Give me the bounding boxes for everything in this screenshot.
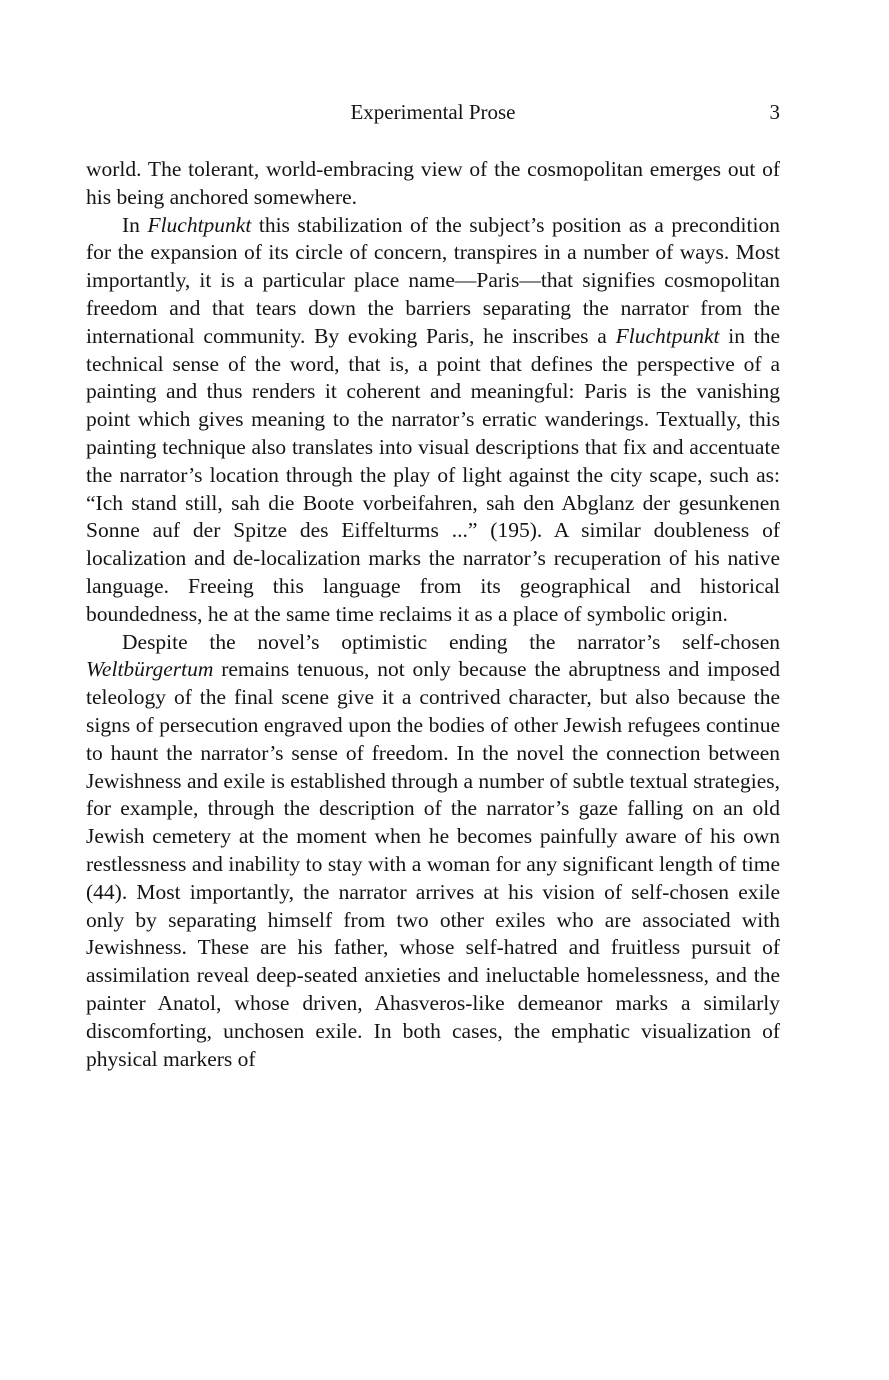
paragraph-text: remains tenuous, not only because the abruptness and imposed teleology of the final scene give it a contrived character, but also because the signs of persecution engraved upon the bodies of other Jewish refugees continue to haunt the narrator’s sense of freedom. In the novel the connection between Jewishness and exile is established through a number of subtle textual strategies, for example, through the description of the narrator’s gaze falling on an old Jewish cemetery at the moment when he becomes painfully aware of his own restlessness and inability to stay with a woman for any significant length of time (44). Most importantly, the narrator arrives at his vision of self-chosen exile only by separating himself from two other exiles who are associated with Jewishness. These are his father, whose self-hatred and fruitless pursuit of assimilation reveal deep-seated anxieties and ineluctable homelessness, and the painter Anatol, whose driven, Ahasveros-like demeanor marks a similarly discomforting, unchosen exile. In both cases, the emphatic visualization of physical markers of (86, 657, 780, 1071)
running-title: Experimental Prose (350, 100, 516, 124)
italic-title: Fluchtpunkt (615, 323, 720, 348)
paragraph (86, 212, 780, 629)
paragraph (86, 156, 780, 212)
body-text (86, 156, 780, 1073)
italic-term: Weltbürgertum (86, 657, 214, 682)
paragraph-text: world. The tolerant, world-embracing view of the cosmopolitan emerges out of his being anchored somewhere. (86, 157, 780, 209)
paragraph-text: in the technical sense of the word, that is, a point that defines the perspective of a painting and thus renders it coherent and meaningful: Paris is the vanishing point which gives meaning to the narrator’s erratic wanderings. Textually, this painting technique also translates into visual descriptions that fix and accentuate the narrator’s location through the play of light against the city scape, such as: “Ich stand still, sah die Boote vorbeifahren, sah den Abglanz der gesunkenen Sonne auf der Spitze des Eiffelturms ...” (195). A similar doubleness of localization and de-localization marks the narrator’s recuperation of his native language. Freeing this language from its geographical and historical boundedness, he at the same time reclaims it as a place of symbolic origin. (86, 323, 780, 626)
italic-title: Fluchtpunkt (147, 212, 252, 237)
running-head (86, 97, 780, 127)
paragraph (86, 629, 780, 1074)
paragraph-text: Despite the novel’s optimistic ending the narrator’s self-chosen (122, 629, 780, 654)
page-number: 3 (769, 100, 780, 124)
paragraph-text: this stabilization of the subject’s position as a precondition for the expansion of its circle of concern, transpires in a number of ways. Most importantly, it is a particular place name—Paris—that signifies cosmopolitan freedom and that tears down the barriers separating the narrator from the international community. By evoking Paris, he inscribes a (86, 212, 780, 348)
paragraph-text: In (122, 212, 148, 237)
